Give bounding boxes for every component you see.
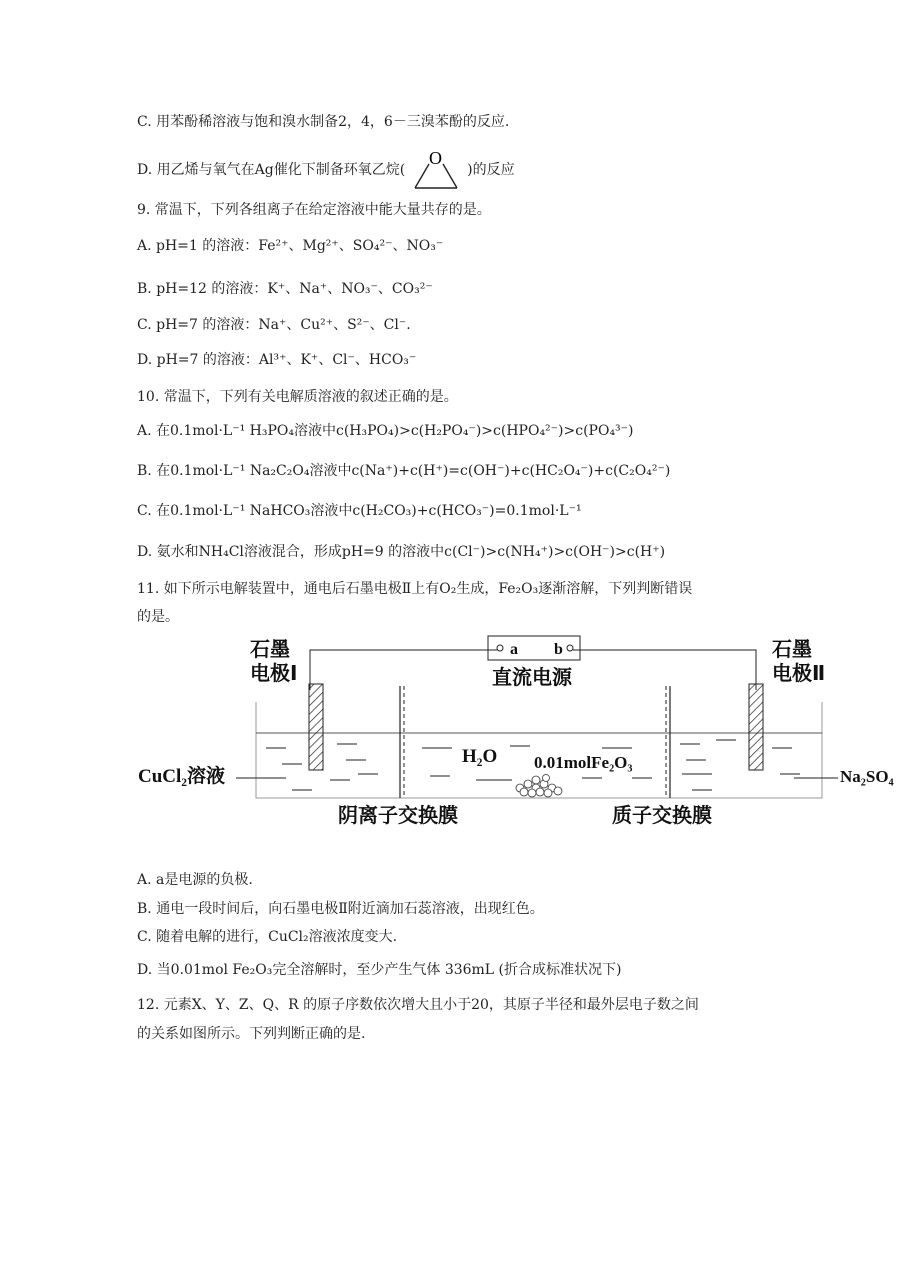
q11-option-d: D. 当0.01mol Fe₂O₃完全溶解时，至少产生气体 336mL (折合成标准状况下) [137, 962, 622, 978]
q10-stem: 10. 常温下，下列有关电解质溶液的叙述正确的是。 [137, 389, 458, 405]
graphite-electrode-1 [309, 684, 323, 770]
q9-option-a: A. pH=1 的溶液：Fe²⁺、Mg²⁺、SO₄²⁻、NO₃⁻ [137, 238, 444, 254]
na2so4-label: Na₂SO₄ [840, 767, 894, 786]
electrolysis-apparatus-diagram [132, 628, 902, 840]
terminal-a-label: a [510, 641, 518, 658]
proton-membrane-label: 质子交换膜 [612, 803, 712, 827]
q12-stem-line1: 12. 元素X、Y、Z、Q、R 的原子序数依次增大且小于20，其原子半径和最外层电子数之间 [137, 997, 699, 1013]
q11-stem-line1: 11. 如下所示电解装置中，通电后石墨电极Ⅱ上有O₂生成，Fe₂O₃逐渐溶解，下列判断错误 [137, 581, 693, 597]
q11-option-b: B. 通电一段时间后，向石墨电极Ⅱ附近滴加石蕊溶液，出现红色。 [137, 901, 544, 917]
electrode1-label-line2: 电极Ⅰ [250, 661, 298, 685]
q11-stem-line2: 的是。 [137, 609, 179, 625]
q10-option-b: B. 在0.1mol·L⁻¹ Na₂C₂O₄溶液中c(Na⁺)+c(H⁺)=c(OH⁻)+c(HC₂O₄⁻)+c(C₂O₄²⁻) [137, 463, 671, 479]
power-source-label: 直流电源 [492, 665, 572, 689]
electrolytic-tank [256, 702, 822, 798]
q12-stem-line2: 的关系如图所示。下列判断正确的是. [137, 1026, 366, 1042]
q9-option-c: C. pH=7 的溶液：Na⁺、Cu²⁺、S²⁻、Cl⁻. [137, 317, 411, 333]
q9-option-d: D. pH=7 的溶液：Al³⁺、K⁺、Cl⁻、HCO₃⁻ [137, 352, 417, 368]
electrode1-label-line1: 石墨 [250, 637, 290, 661]
epoxide-oxygen: O [429, 148, 443, 168]
electrode2-label-line2: 电极Ⅱ [772, 661, 826, 685]
terminal-b-icon [567, 645, 573, 651]
power-source-box [488, 636, 580, 660]
cucl2-solution-label: CuCl₂溶液 [138, 766, 225, 787]
anion-membrane-label: 阴离子交换膜 [338, 803, 458, 827]
terminal-a-icon [497, 645, 503, 651]
graphite-electrode-2 [749, 684, 763, 770]
q8-option-d [137, 148, 515, 192]
q9-option-b: B. pH=12 的溶液：K⁺、Na⁺、NO₃⁻、CO₃²⁻ [137, 281, 433, 297]
water-label: H₂O [462, 746, 498, 767]
fe2o3-label: 0.01molFe₂O₃ [534, 753, 633, 772]
q11-option-a: A. a是电源的负极. [137, 872, 253, 888]
q11-option-c: C. 随着电解的进行，CuCl₂溶液浓度变大. [137, 929, 398, 945]
q8-option-d-pre: D. 用乙烯与氧气在Ag催化下制备环氧乙烷( [137, 162, 406, 178]
q10-option-a: A. 在0.1mol·L⁻¹ H₃PO₄溶液中c(H₃PO₄)>c(H₂PO₄⁻)>c(HPO₄²⁻)>c(PO₄³⁻) [137, 423, 634, 439]
q9-stem: 9. 常温下，下列各组离子在给定溶液中能大量共存的是。 [137, 202, 491, 218]
q10-option-c: C. 在0.1mol·L⁻¹ NaHCO₃溶液中c(H₂CO₃)+c(HCO₃⁻)=0.1mol·L⁻¹ [137, 503, 582, 519]
fe2o3-particles [516, 775, 562, 798]
q8-option-c: C. 用苯酚稀溶液与饱和溴水制备2，4，6－三溴苯酚的反应. [137, 114, 510, 130]
q8-option-d-post: )的反应 [467, 162, 515, 178]
epoxide-structure-icon [407, 148, 465, 192]
terminal-b-label: b [554, 641, 563, 658]
q10-option-d: D. 氨水和NH₄Cl溶液混合，形成pH=9 的溶液中c(Cl⁻)>c(NH₄⁺)>c(OH⁻)>c(H⁺) [137, 544, 666, 560]
electrode2-label-line1: 石墨 [772, 637, 812, 661]
